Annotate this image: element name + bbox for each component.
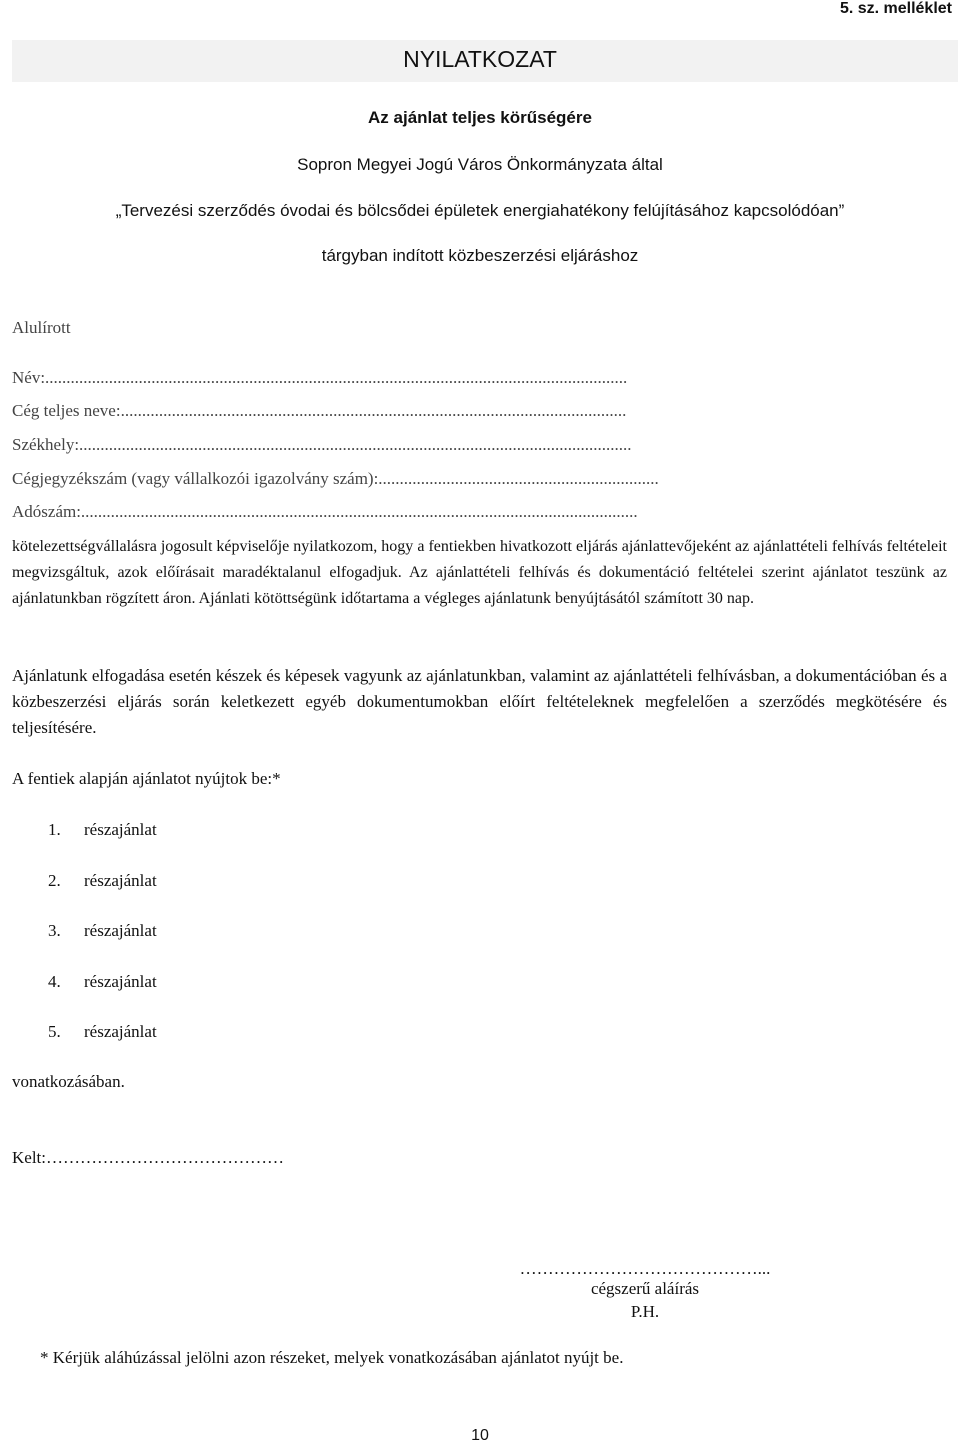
signature-label: cégszerű aláírás <box>590 1279 700 1298</box>
registry-field: Cégjegyzékszám (vagy vállalkozói igazolvány szám):.................................................................. <box>12 469 659 488</box>
annex-label: 5. sz. melléklet <box>839 0 952 17</box>
item-label: részajánlat <box>84 972 157 991</box>
date-field: Kelt:…………………………………… <box>12 1148 284 1167</box>
item-number: 4. <box>48 972 61 991</box>
list-item <box>48 921 157 941</box>
intro-label: Alulírott <box>12 318 71 337</box>
footnote: * Kérjük aláhúzással jelölni azon részeket, melyek vonatkozásában ajánlatot nyújt be. <box>40 1348 624 1367</box>
item-number: 2. <box>48 871 61 890</box>
item-label: részajánlat <box>84 871 157 890</box>
signature-line: ……………………………………... <box>519 1259 771 1278</box>
name-field: Név:......................................................................................................................................... <box>12 368 628 387</box>
stamp-label: P.H. <box>630 1302 660 1321</box>
subtitle-line-3: „Tervezési szerződés óvodai és bölcsődei épületek energiahatékony felújításához kapcsolódóan” <box>115 201 845 220</box>
item-label: részajánlat <box>84 921 157 940</box>
item-number: 3. <box>48 921 61 940</box>
document-title: NYILATKOZAT <box>403 46 557 72</box>
item-number: 5. <box>48 1022 61 1041</box>
list-item <box>48 820 157 840</box>
seat-field: Székhely:.................................................................................................................................. <box>12 435 632 454</box>
list-item <box>48 1022 157 1042</box>
subtitle-line-1: Az ajánlat teljes körűségére <box>368 108 592 127</box>
list-item <box>48 871 157 891</box>
company-field: Cég teljes neve:....................................................................................................................... <box>12 401 627 420</box>
tax-number-field: Adószám:................................................................................................................................... <box>12 502 638 521</box>
regarding-text: vonatkozásában. <box>12 1072 125 1091</box>
declaration-paragraph: kötelezettségvállalásra jogosult képviselője nyilatkozom, hogy a fentiekben hivatkozott eljárás ajánlattevőjeként az ajánlattételi felhívás feltételeit megvizsgáltuk, azok előírásait maradéktalanul elfogadjuk. Az ajánlattételi felhívás és dokumentáció feltételei szerint ajánlatot teszünk az ajánlatunkban rögzített áron. Ajánlati kötöttségünk időtartama a végleges ajánlatunk benyújtásától számított 30 nap. <box>12 538 947 607</box>
page-number: 10 <box>471 1427 489 1444</box>
acceptance-paragraph: Ajánlatunk elfogadása esetén készek és képesek vagyunk az ajánlatunkban, valamint az ajánlattételi felhívásban, a dokumentációban és a közbeszerzési eljárás során keletkezett egyéb dokumentumokban előírt feltételeknek megfelelően a szerződés megkötésére és teljesítésére. <box>12 666 947 737</box>
list-item <box>48 972 157 992</box>
subtitle-line-2: Sopron Megyei Jogú Város Önkormányzata által <box>297 155 663 174</box>
item-label: részajánlat <box>84 1022 157 1041</box>
item-number: 1. <box>48 820 61 839</box>
subtitle-line-4: tárgyban indított közbeszerzési eljáráshoz <box>321 246 639 265</box>
item-label: részajánlat <box>84 820 157 839</box>
offer-intro: A fentiek alapján ajánlatot nyújtok be:* <box>12 769 281 788</box>
